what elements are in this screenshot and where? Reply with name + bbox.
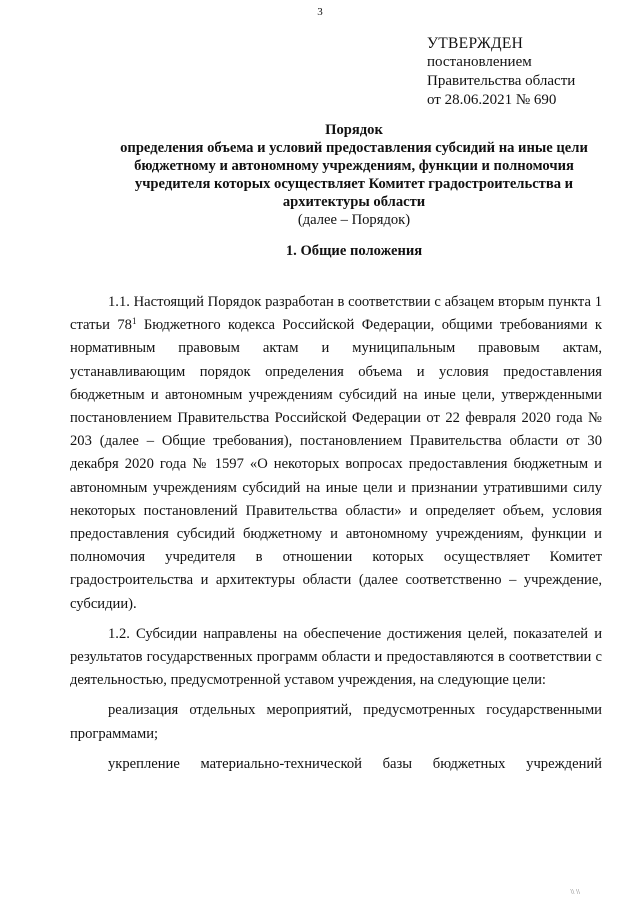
- paragraph-goal-1: реализация отдельных мероприятий, предусмотренных государственными программами;: [70, 702, 602, 742]
- paragraph-1-2: 1.2. Субсидии направлены на обеспечение достижения целей, показателей и результатов государственных программ области и предоставляются в соответствии с деятельностью, предусмотренной уставом учреждения, на следующие цели:: [70, 625, 602, 689]
- paragraph-1-1: [70, 291, 602, 616]
- document-body: [70, 291, 602, 776]
- approval-line: постановлением: [427, 54, 532, 70]
- paragraph-text: Бюджетного кодекса Российской Федерации, общими требованиями к нормативным правовым актам и муниципальным правовым актам, устанавливающим порядок определения объема и условия предоставления бюджетным и автономным учреждениям субсидий на иные цели, утвержденными постановлением Правительства Российской Федерации от 22 февраля 2020 года № 203 (далее – Общие требования), постановлением Правительства области от 30 декабря 2020 года № 1597 «О некоторых вопросах предоставления бюджетным и автономным учреждениям субсидий на иные цели и признании утратившими силу некоторых постановлений Правительства области» и определяет объем, условия предоставления субсидий бюджетному и автономному учреждениям, функции и полномочия учредителя в отношении которых осуществляет Комитет градостроительства и архитектуры области (далее соответственно – учреждение, субсидии).: [70, 317, 603, 612]
- title-subline: (далее – Порядок): [297, 212, 411, 228]
- approval-stamp: [427, 34, 575, 110]
- title-line: архитектуры области: [282, 194, 426, 210]
- superscript: 1: [131, 316, 137, 327]
- section-heading: 1. Общие положения: [285, 243, 423, 259]
- approval-line: от 28.06.2021 № 690: [427, 92, 557, 108]
- page-number: 3: [317, 6, 323, 18]
- paragraph-text: 1.1. Настоящий Порядок разработан в соответствии с абзацем вторым пункта 1 статьи 78: [70, 294, 602, 334]
- title-line: определения объема и условий предоставления субсидий на иные цели: [120, 140, 588, 156]
- title-line: бюджетному и автономному учреждениям, функции и полномочия: [134, 158, 574, 174]
- title-line: Порядок: [325, 122, 383, 138]
- title-line: учредителя которых осуществляет Комитет градостроительства и: [134, 176, 574, 192]
- paragraph-goal-2: укрепление материально-технической базы бюджетных учреждений: [108, 755, 602, 772]
- document-title: [100, 121, 608, 229]
- footer-mark: \\ \\: [570, 888, 580, 896]
- approval-title: УТВЕРЖДЕН: [427, 35, 524, 52]
- approval-line: Правительства области: [427, 73, 576, 89]
